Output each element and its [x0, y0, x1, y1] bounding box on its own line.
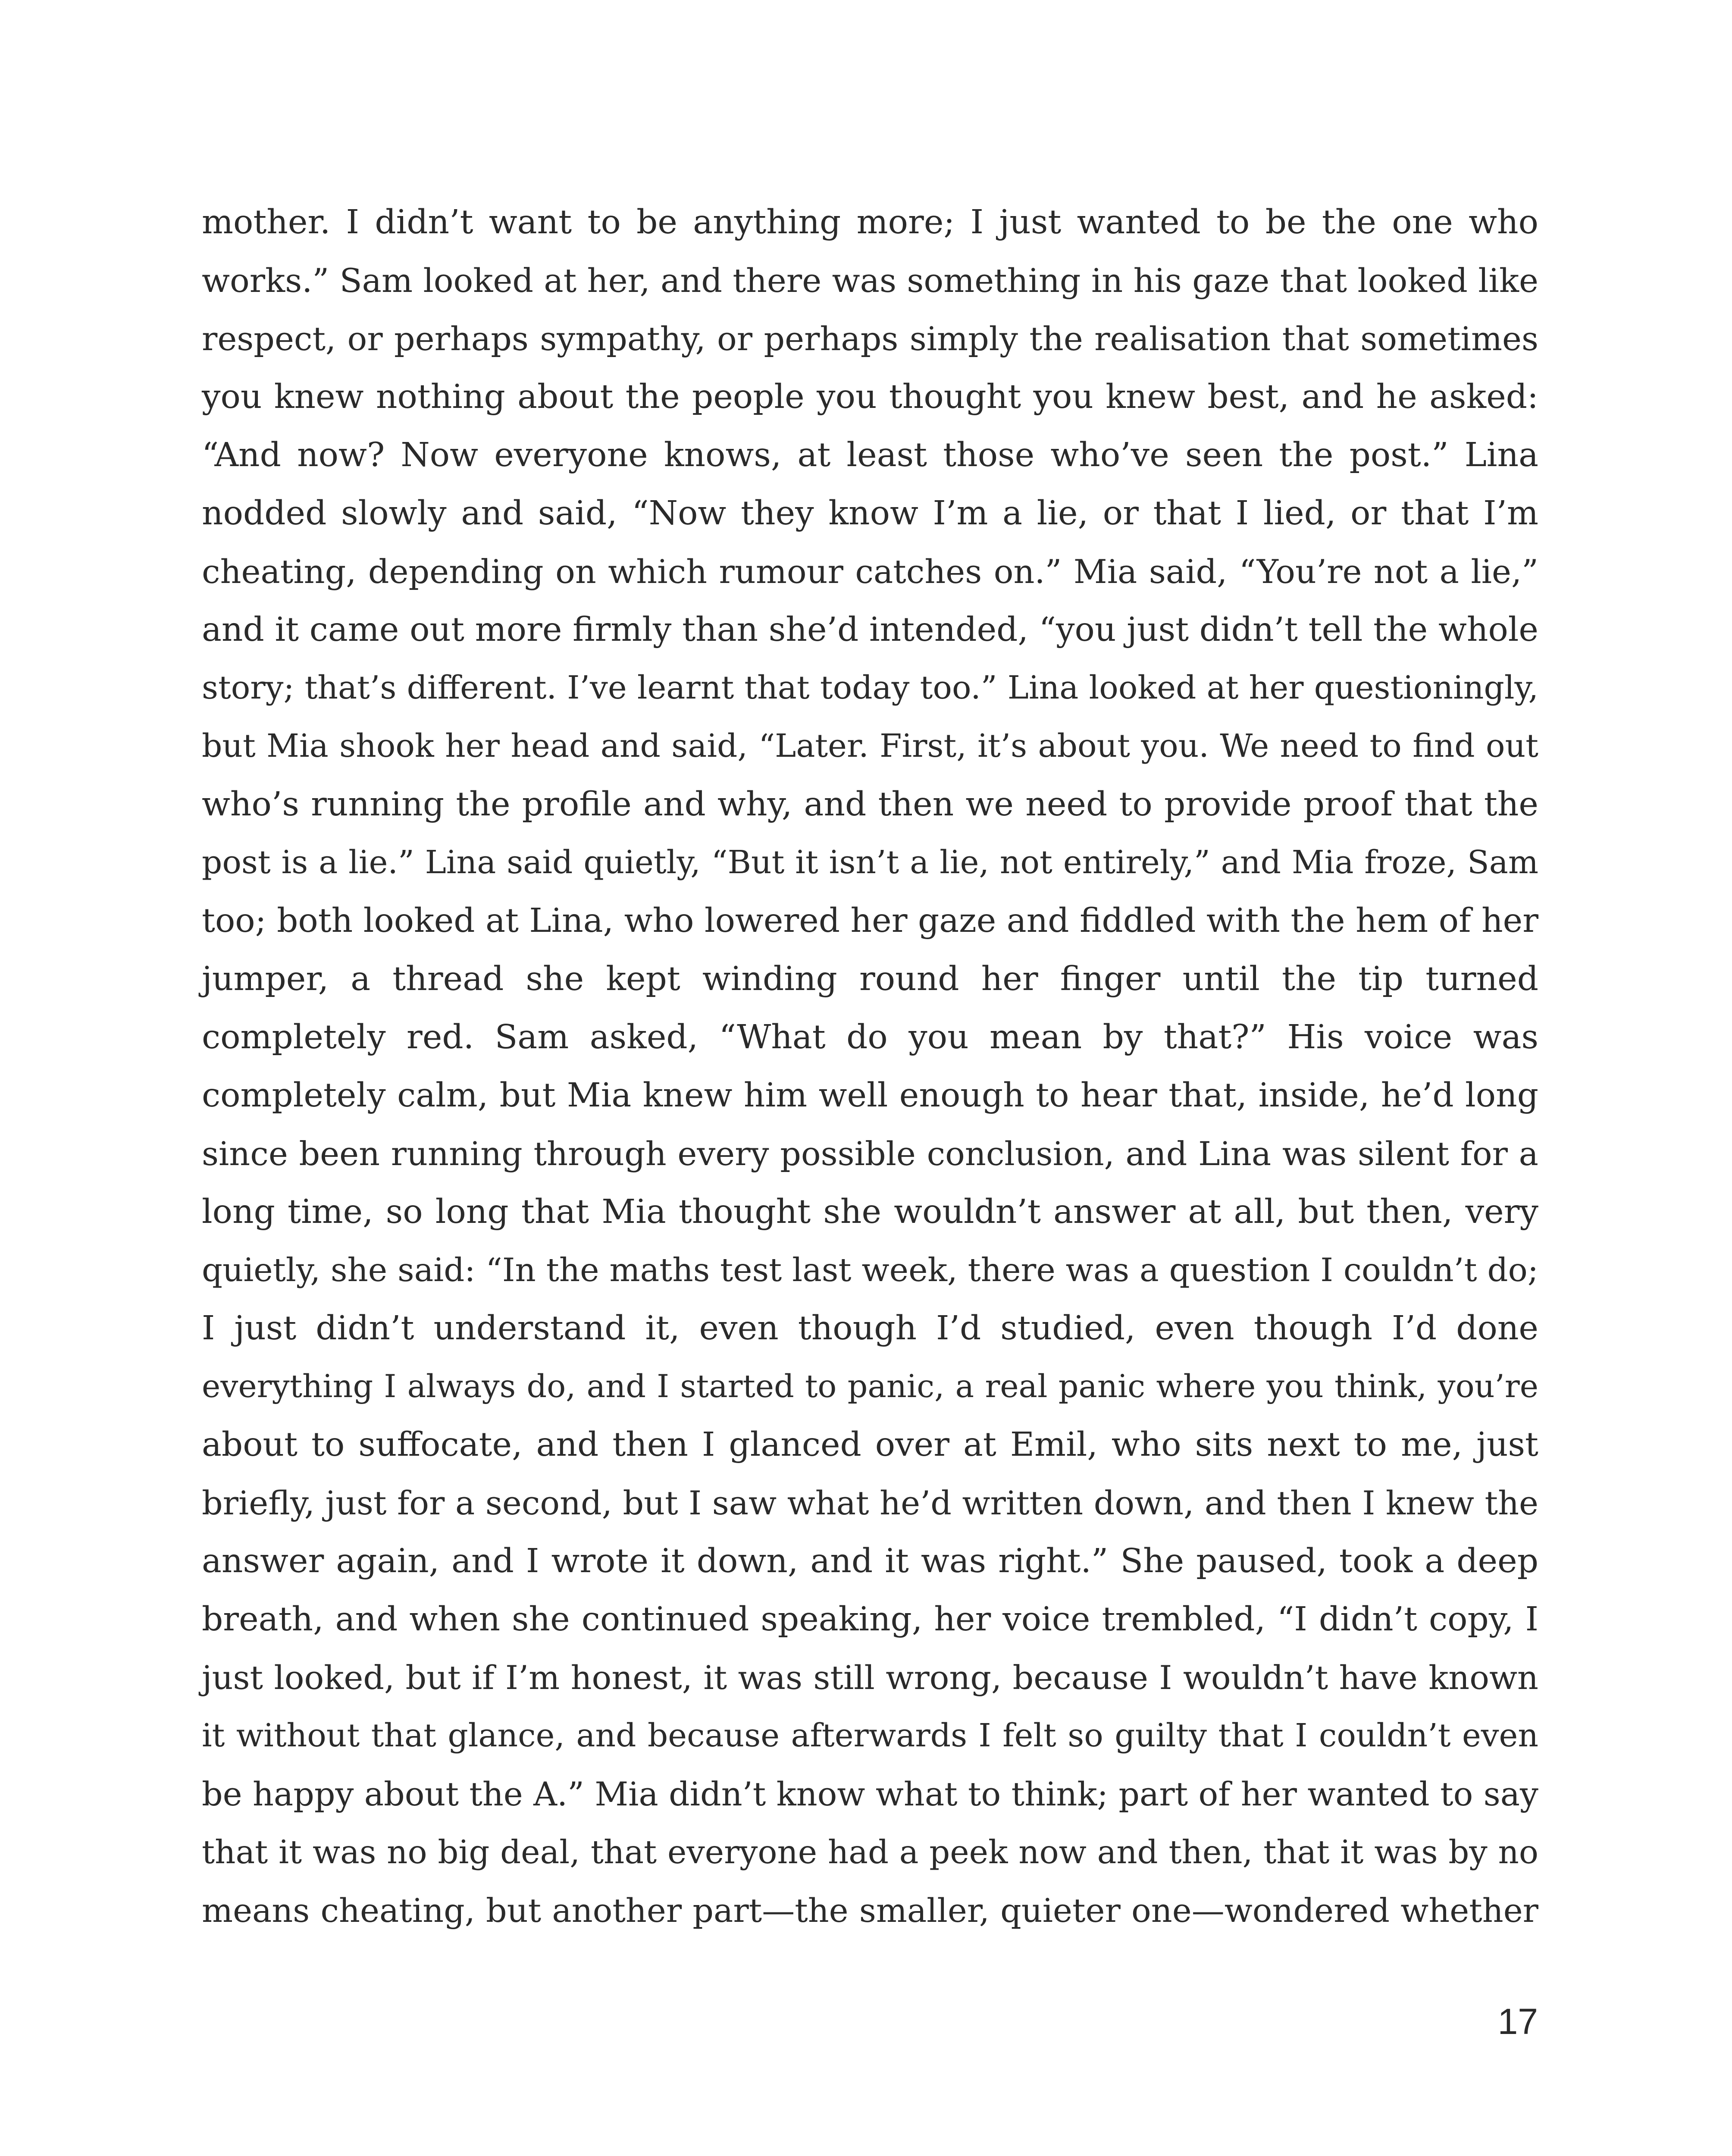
text-line: cheating, depending on which rumour catches on.” Mia said, “You’re not a lie,”: [202, 552, 1538, 591]
text-line: post is a lie.” Lina said quietly, “But it isn’t a lie, not entirely,” and Mia froze, Sam: [202, 844, 1538, 881]
text-line: nodded slowly and said, “Now they know I’m a lie, or that I lied, or that I’m: [202, 494, 1538, 533]
text-line: be happy about the A.” Mia didn’t know what to think; part of her wanted to say: [202, 1775, 1538, 1813]
text-line: story; that’s different. I’ve learnt that today too.” Lina looked at her questioningly,: [202, 669, 1538, 706]
text-line: that it was no big deal, that everyone had a peek now and then, that it was by no: [202, 1833, 1538, 1871]
text-line: mother. I didn’t want to be anything more; I just wanted to be the one who: [202, 203, 1538, 241]
text-line: too; both looked at Lina, who lowered her gaze and fiddled with the hem of her: [202, 902, 1539, 940]
text-line: breath, and when she continued speaking, her voice trembled, “I didn’t copy, I: [202, 1600, 1538, 1639]
text-line: long time, so long that Mia thought she wouldn’t answer at all, but then, very: [202, 1193, 1538, 1231]
text-line: but Mia shook her head and said, “Later. First, it’s about you. We need to find out: [202, 727, 1538, 765]
text-line: answer again, and I wrote it down, and it was right.” She paused, took a deep: [202, 1542, 1538, 1580]
text-line: you knew nothing about the people you thought you knew best, and he asked:: [202, 378, 1538, 416]
body-text: [202, 193, 1538, 1940]
text-line: “And now? Now everyone knows, at least those who’ve seen the post.” Lina: [202, 436, 1538, 474]
text-line: jumper, a thread she kept winding round her finger until the tip turned: [202, 960, 1538, 998]
text-line: and it came out more firmly than she’d intended, “you just didn’t tell the whole: [202, 611, 1538, 649]
text-line: respect, or perhaps sympathy, or perhaps simply the realisation that sometimes: [202, 320, 1538, 358]
text-line: who’s running the profile and why, and then we need to provide proof that the: [202, 785, 1538, 824]
text-line: means cheating, but another part—the smaller, quieter one—wondered whether: [202, 1891, 1538, 1930]
text-line: works.” Sam looked at her, and there was something in his gaze that looked like: [202, 261, 1538, 300]
page-number: 17: [1497, 2001, 1538, 2042]
text-line: briefly, just for a second, but I saw what he’d written down, and then I knew the: [202, 1484, 1538, 1522]
text-line: everything I always do, and I started to panic, a real panic where you think, you’re: [202, 1368, 1538, 1405]
text-line: completely red. Sam asked, “What do you mean by that?” His voice was: [202, 1018, 1538, 1056]
text-line: quietly, she said: “In the maths test last week, there was a question I couldn’t do;: [202, 1251, 1538, 1289]
text-line: about to suffocate, and then I glanced over at Emil, who sits next to me, just: [202, 1426, 1538, 1464]
text-line: I just didn’t understand it, even though I’d studied, even though I’d done: [202, 1309, 1538, 1348]
text-line: just looked, but if I’m honest, it was still wrong, because I wouldn’t have known: [202, 1658, 1538, 1697]
text-line: it without that glance, and because afterwards I felt so guilty that I couldn’t even: [202, 1717, 1538, 1754]
text-line: since been running through every possible conclusion, and Lina was silent for a: [202, 1134, 1538, 1173]
text-line: completely calm, but Mia knew him well enough to hear that, inside, he’d long: [202, 1076, 1538, 1115]
